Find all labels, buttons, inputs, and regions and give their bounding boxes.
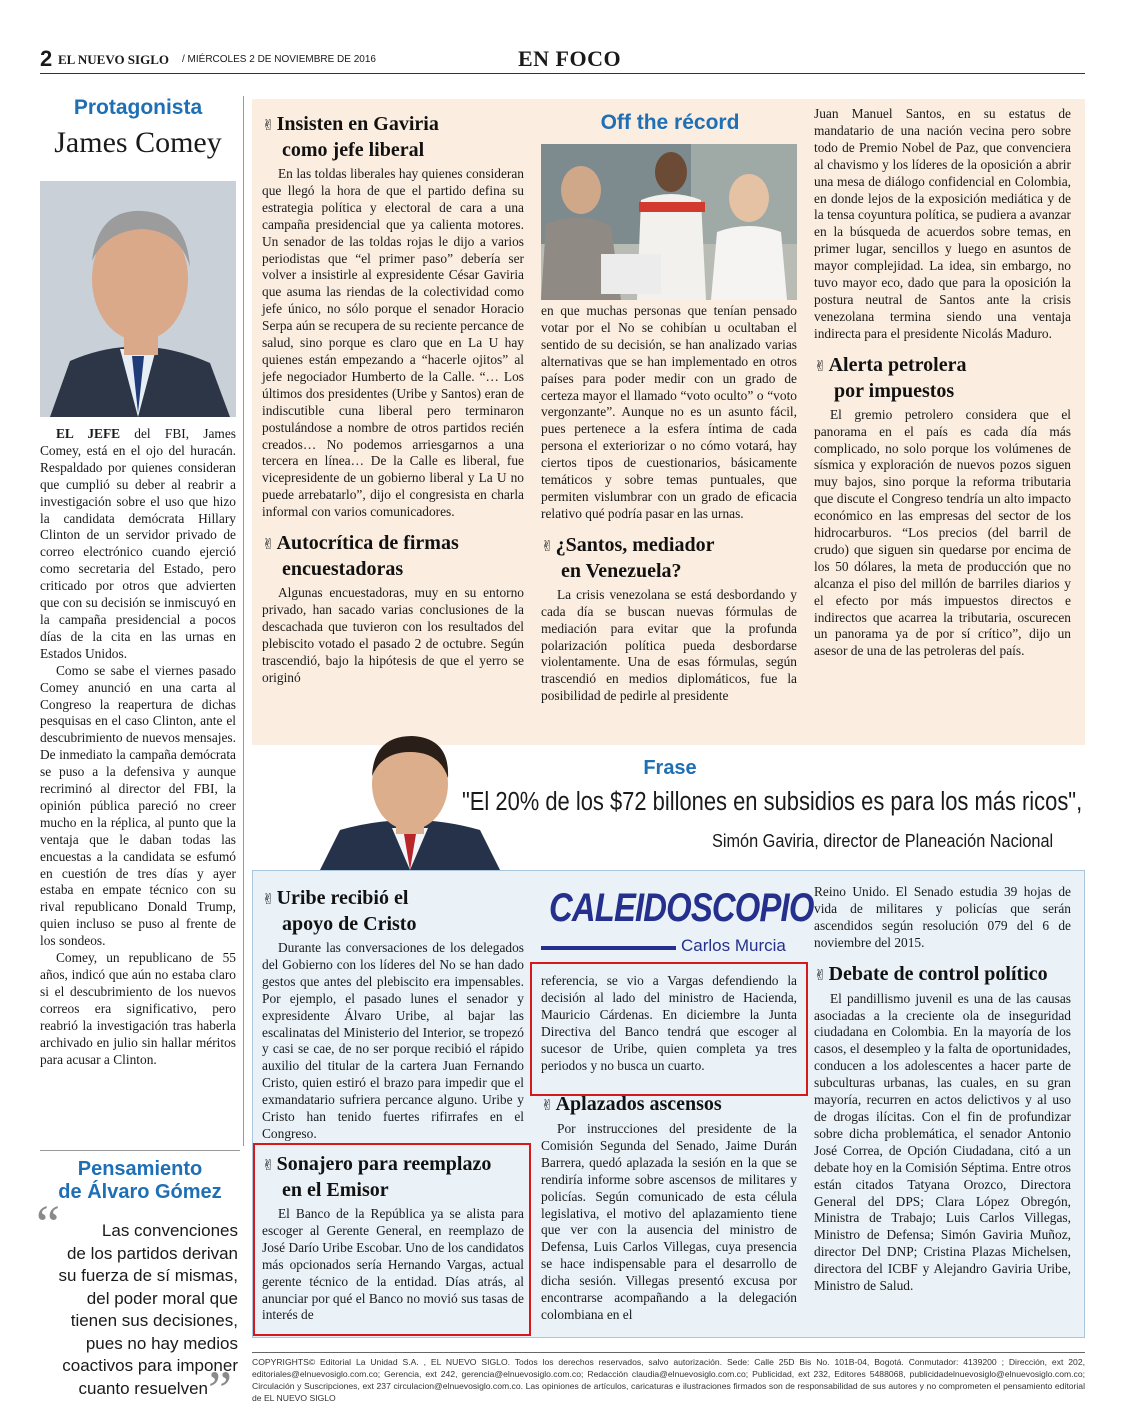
column-divider [243,96,244,1146]
headline-debate: ✌ Debate de control político [814,962,1048,985]
page-header [40,44,1085,74]
quote-line: de los partidos derivan [66,1243,238,1263]
off-record-photo [541,144,797,300]
masthead: EL NUEVO SIGLO [58,52,169,67]
open-quote-icon: “ [36,1194,60,1254]
quote-line: su fuerza de sí mismas, [58,1266,238,1285]
victory-hand-icon: ✌ [814,356,827,375]
pensamiento-divider [40,1150,240,1151]
victory-hand-icon: ✌ [262,1156,275,1174]
protagonista-p1: del FBI, James Comey, está en el ojo del huracán. Respaldado por quienes consideran que cumplió su deber al reabrir a investigación sobre el uso que hizo la candidata demócrata Hillary Clinton de un servidor privado de correo electrónico cuando ejerció como secretaria del Estado, pero criticado por otros que advierten que con su decisión se inmiscuyó en la campaña presidencial a pocos días de la cita en las urnas en Estados Unidos. [40,426,236,661]
headline-gaviria: ✌ Insisten en Gaviria como jefe liberal [262,113,439,161]
debate-text: El pandillismo juvenil es una de las causas asociadas a la creciente ola de inseguridad ciudadana en Colombia. En la mayoría de los casos, el desempleo y la falta de oportunidades, conducen a los adolescentes a hacer parte de subculturas urbanas, las cuales, en su gran mayoría, recurren en actos delictivos y al uso de drogas ilícitas. Con el fin de profundizar sobre dicha problemática, el senador Antonio José Correa, de Opción Ciudadana, citó a un debate hoy en la Comisión Séptima. Entre otros están citados Tatyana Orozco, Directora General del DPS; Clara López Obregón, Ministra de Trabajo; Luis Carlos Villegas, Ministro de Defensa; Simón Gaviria Muñoz, director Del DNP; Cristina Plazas Michelsen, directora del ICBF y Alejandro Gaviria Uribe, Ministro de Salud. [814,990,1071,1294]
headline-encuestadoras: ✌ Autocrítica de firmas encuestadoras [262,532,459,581]
logo-rule [541,946,676,950]
victory-hand-icon: ✌ [262,890,275,908]
footer-text: COPYRIGHTS© Editorial La Unidad S.A. , EL NUEVO SIGLO. Todos los derechos reservados, salvo autorización. Sede: Calle 25D Bis No. 101B-04, Bogotá. Conmutador: 4139200 ; Dirección, ext 202, editoriales@elnuevosiglo.com.co; Gerencia, ext 242, gerencia@elnuevosiglo.com.co; Redacción claudia@elnuevosiglo.com.co; Publicidad, ext 232, Editores 5488068, publicidadelnuevosiglo@elnuevosiglo.com.co; Circulación y Suscripciones, ext 237 circulacion@elnuevosiglo.com.co. Las opiniones de artículos, caricaturas e ilustraciones firmados son de responsabilidad de sus autores y no comprometen el pensamiento editorial de EL NUEVO SIGLO [252,1357,1085,1403]
headline-petrolera: ✌ Alerta petrolera por impuestos [814,353,967,402]
quote-line: tienen sus decisiones, [70,1311,238,1330]
headline-santos: ✌ ¿Santos, mediador en Venezuela? [541,533,715,582]
headline-ascensos: ✌ Aplazados ascensos [541,1093,722,1115]
off-record-title: Off the récord [600,111,740,134]
pensamiento-box [36,1158,240,1406]
protagonista-label: Protagonista [73,96,203,119]
caleidoscopio-logo-text: CALEIDOSCOPIO [549,886,814,930]
headline-sonajero: ✌ Sonajero para reemplazo en el Emisor [262,1153,492,1201]
frase-title: Frase [643,757,697,779]
protagonista-name: James Comey [54,126,222,159]
sonajero-text-a: El Banco de la República ya se alista para escoger al Gerente General, en reemplazo de José Darío Uribe Escobar. Uno de los candidatos más opcionados sería Hernando Vargas, actual gerente técnico de la entidad. Días atrás, al anunciar por qué el Banco no movió sus tasas de interés de [262,1206,524,1323]
caleidoscopio-logo [541,880,814,964]
quote-line: cuanto resuelven [78,1378,208,1398]
footer-rule [252,1352,1085,1353]
victory-hand-icon: ✌ [541,536,554,555]
victory-hand-icon: ✌ [262,535,275,554]
portrait-photo [40,181,236,417]
santos-text-b: Juan Manuel Santos, en su estatus de mandatario de una nación vecina pero sobre todo de Premio Nobel de Paz, que convenciera al chavismo y los líderes de la oposición a abrir una mesa de diálogo confidencial en Colombia, en donde lejos de la exposición mediática y de la tensa coyuntura política, se pudiera a avanzar en la búsqueda de acuerdos sobre temas, en primer lugar, sencillos y luego en asuntos de mayor complejidad. La idea, sin embargo, no tuvo mayor eco, dado que para la oposición la postura neutral de Santos ante la crisis venezolana termina siendo una ventaja indirecta para el presidente Nicolás Maduro. [814,106,1071,341]
victory-hand-icon: ✌ [541,1096,554,1114]
quote-line: Las convenciones [101,1221,238,1240]
santos-text-a: La crisis venezolana se está desbordando y cada día se buscan nuevas fórmulas de mediación para evitar que la profunda polarización política pueda desbordarse violentamente. Una de esas fórmulas, según trascendió en medios diplomáticos, fue la posibilidad de pedirle al presidente [541,586,797,704]
headline-uribe: ✌ Uribe recibió el apoyo de Cristo [262,887,417,935]
gaviria-text: En las toldas liberales hay quienes consideran que llegó la hora de que el partido defina su estrategia política y electoral de cara a una campaña presidencial que ya calienta motores. Un senador de las toldas rojas le dijo a varios periodistas que “el primer paso” debería ser volver a insistirle al expresidente César Gaviria que asuma las riendas de la colectividad como jefe único, no sólo porque el senador Horacio Serpa aún se recupera de su reciente percance de salud, sino porque es claro que en La U hay quienes están empezando a “hacerle ojitos” al jefe negociador Humberto de la Calle. “… Los últimos dos presidentes (Uribe y Santos) eran de indiscutible cuna liberal pero terminaron postulándose a nombre de otros partidos recién creados… No podemos arriesgarnos a una tercera en línea… De la Calle es liberal, fue vicepresidente de un gobierno liberal y La U no puede arrebatarlo”, dijo el congresista en charla informal con varios comunicadores. [262,166,524,520]
protagonista-p2: Como se sabe el viernes pasado Comey anunció en una carta al Congreso la reapertura de dichas pesquisas en el caso Clinton, ante el descubrimiento de nuevos mensajes. De inmediato la campaña demócrata se puso a la defensiva y aunque recriminó al director del FBI, la opinión pública pareció no creer mucho en la réplica, al punto que la ventaja que le daban todas las encuestas a la candidata se esfumó en cuestión de tres días y ayer estaba en empate técnico con su rival republicano Donald Trump, quien incluso se puso al frente de los sondeos. [40,662,236,949]
page-number: 2 [40,46,53,71]
frase-attribution: Simón Gaviria, director de Planeación Nacional [712,830,1054,851]
ascensos-text-a: Por instrucciones del presidente de la Comisión Segunda del Senado, Jaime Durán Barrera, quedó aplazada la sesión en la que se rendiría informe sobre ascensos de militares y policías. Según comunicado de esta célula legislativa, el motivo del aplazamiento tiene que ver con la ausencia del ministro de Defensa, Luis Carlos Villegas, cuya presencia se hace indispensable para el desarrollo de dicha sesión. Villegas presentó excusa por encontrarse acompañando a la delegación colombiana en el [541,1121,797,1322]
header-date: / MIÉRCOLES 2 DE NOVIEMBRE DE 2016 [182,54,376,65]
protagonista-p3: Comey, un republicano de 55 años, indicó que aún no estaba claro si el descubrimiento de los nuevos correos era significativo, pero reabrió la investigación tras haberla archivado en julio sin hallar méritos para acusar a Clinton. [40,950,236,1067]
frase-quote: "El 20% de los $72 billones en subsidios es para los más ricos", [462,788,1083,816]
uribe-text: Durante las conversaciones de los delegados del Gobierno con los líderes del No se han dado gestos que antes del plebiscito era impensables. Por ejemplo, el pasado lunes el senador y expresidente Álvaro Uribe, al bajar las escalinatas del Ministerio del Interior, se tropezó y casi se cae, de no ser porque recibió el rápido auxilio del titular de la cartera Juan Fernando Cristo, quien estiró el brazo para impedir que el exmandatario sufriera percance alguno. Uribe y Cristo han tenido fuertes rifirrafes en el Congreso. [262,940,524,1141]
pensamiento-title-2: de Álvaro Gómez [58,1181,222,1203]
victory-hand-icon: ✌ [262,116,275,134]
sonajero-text-b: referencia, se vio a Vargas defendiendo la decisión al lado del ministro de Hacienda, Mauricio Cárdenas. En diciembre la Junta Directiva del Banco tendrá que escoger al sucesor de Uribe, quien completa ya tres periodos y no busca un cuarto. [541,973,797,1073]
petrolera-text: El gremio petrolero considera que el panorama en el país es cada día más complicado, no solo porque los volúmenes de sísmica y exploración de nuevos pozos siguen muy bajos, sino porque la reforma tributaria que discute el Congreso tendría un alto impacto económico en las empresas del sector de los hidrocarburos. “Los precios (del barril de crudo) que siguen sin quedarse por encima de los 50 dólares, la meta de producción que no alcanza el piso del millón de barriles diarios y el efecto por más impuestos directos e indirectos que acarrea la tributaria, oscurecen un panorama ya de por sí crítico”, dijo un asesor de una de las petroleras del país. [814,406,1071,659]
caleidoscopio-author: Carlos Murcia [681,936,786,955]
pensamiento-title-1: Pensamiento [77,1158,203,1180]
quote-line: del poder moral que [86,1288,238,1308]
protagonista-column [40,96,236,1067]
quote-line: coactivos para imponer [62,1356,238,1375]
lead-in: EL JEFE [56,426,121,441]
encuestadoras-text-b: en que muchas personas que tenían pensado votar por el No se cohibían u ocultaban el sentido de su decisión, se han analizado varias alternativas que se han implementado en otros países para poder medir con un grado de certeza mayor el llamado “voto oculto” o “voto vergonzante”. Aunque no es un asunto fácil, pues pertenece a la esfera íntima de cada persona el exteriorizar o no cómo votará, hay ciertos tipos de cuestionarios, básicamente temáticos y sobre temas puntuales, que permiten vislumbrar con un grado de eficacia relativo qué podría pasar en las urnas. [541,303,797,521]
section-title: EN FOCO [518,46,622,71]
quote-line: pues no hay medios [85,1333,238,1353]
victory-hand-icon: ✌ [814,965,827,984]
ascensos-text-b: Reino Unido. El Senado estudia 39 hojas de vida de militares y policías que serán ascendidos según resolución 079 del 6 de noviembre del 2015. [814,884,1071,950]
encuestadoras-text-a: Algunas encuestadoras, muy en su entorno privado, han sacado varias conclusiones de la descachada que tuvieron con los resultados del plebiscito votado el pasado 2 de octubre. Según trascendió, bajo la hipótesis de que el yerro se originó [262,585,524,685]
close-quote-icon: ” [208,1360,232,1406]
